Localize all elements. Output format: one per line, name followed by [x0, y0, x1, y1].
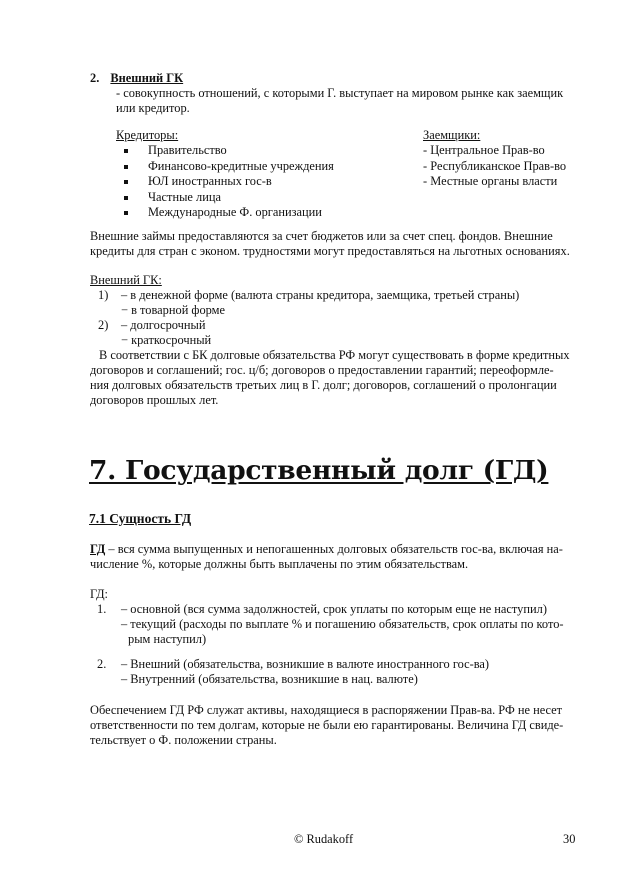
list-item: − краткосрочный	[121, 333, 212, 347]
subsection-title: 7.1 Сущность ГД	[89, 511, 192, 526]
list-item	[124, 205, 384, 221]
list-item: – долгосрочный	[121, 318, 206, 332]
loans-paragraph-line: кредиты для стран с эконом. трудностями могут предоставляться на льготных основаниях.	[90, 244, 570, 258]
list-marker: 1.	[97, 602, 107, 616]
square-bullet-icon	[124, 165, 128, 169]
square-bullet-icon	[124, 149, 128, 153]
security-paragraph-line: ответственности по тем долгам, которые не были ею гарантированы. Величина ГД свиде-	[90, 718, 564, 732]
external-gk-label: Внешний ГК:	[90, 273, 162, 287]
bk-paragraph-line: договоров прошлых лет.	[90, 393, 219, 407]
section-heading	[90, 71, 183, 87]
list-item-text: Международные Ф. организации	[148, 205, 322, 219]
list-item: – в денежной форме (валюта страны кредитора, заемщика, третьей страны)	[121, 288, 520, 302]
list-item: − в товарной форме	[121, 303, 225, 317]
list-item: – текущий (расходы по выплате % и погашению обязательств, срок оплаты по кото-	[121, 617, 564, 631]
list-item-text: Частные лица	[148, 189, 221, 204]
section-number: 2.	[90, 71, 100, 85]
list-item	[124, 190, 384, 206]
section-title: Внешний ГК	[110, 71, 184, 85]
bk-paragraph-line: В соответствии с БК долговые обязательства РФ могут существовать в форме кредитных	[99, 348, 570, 362]
section-definition-line-2: или кредитор.	[116, 101, 190, 115]
security-paragraph-line: тельствует о Ф. положении страны.	[90, 733, 277, 747]
page-number: 30	[563, 832, 576, 846]
definition-term: ГД	[90, 542, 106, 556]
types-label: ГД:	[90, 587, 108, 601]
definition-text: – вся сумма выпущенных и непогашенных долговых обязательств гос-ва, включая на-	[105, 542, 563, 556]
square-bullet-icon	[124, 196, 128, 200]
list-item	[124, 159, 384, 175]
list-item-continuation: рым наступил)	[128, 632, 207, 646]
square-bullet-icon	[124, 211, 128, 215]
borrowers-label: Заемщики:	[423, 128, 481, 142]
definition-paragraph	[90, 542, 563, 558]
list-marker: 1)	[98, 288, 109, 302]
list-marker: 2.	[97, 657, 107, 671]
list-item-text: Финансово-кредитные учреждения	[148, 158, 334, 173]
list-item: - Местные органы власти	[423, 174, 558, 188]
list-item	[124, 174, 384, 190]
definition-paragraph-line: числение %, которые должны быть выплачены по этим обязательствам.	[90, 557, 469, 571]
borrowers-list	[423, 143, 566, 190]
section-definition-line-1: - совокупность отношений, с которыми Г. выступает на мировом рынке как заемщик	[116, 86, 564, 100]
creditors-list	[124, 143, 384, 221]
list-item-text: Правительство	[148, 143, 227, 157]
footer-copyright: © Rudakoff	[294, 832, 354, 846]
bk-paragraph-line: договоров и соглашений; гос. ц/б; договоров о предоставлении гарантий; переоформле-	[90, 363, 554, 377]
creditors-label: Кредиторы:	[116, 128, 179, 142]
loans-paragraph-line: Внешние займы предоставляются за счет бюджетов или за счет спец. фондов. Внешние	[90, 229, 553, 243]
list-item: – Внутренний (обязательства, возникшие в нац. валюте)	[121, 672, 418, 686]
security-paragraph-line: Обеспечением ГД РФ служат активы, находящиеся в распоряжении Прав-ва. РФ не несет	[90, 703, 563, 717]
chapter-title: 7. Государственный долг (ГД)	[89, 455, 549, 486]
list-item: – основной (вся сумма задолжностей, срок уплаты по которым еще не наступил)	[121, 602, 547, 616]
list-item: – Внешний (обязательства, возникшие в валюте иностранного гос-ва)	[121, 657, 490, 671]
bk-paragraph-line: ния долговых обязательств третьих лиц в Г. долг; договоров, соглашений о пролонгации	[90, 378, 557, 392]
list-item-text: ЮЛ иностранных гос-в	[148, 174, 272, 188]
list-item: - Центральное Прав-во	[423, 143, 545, 157]
list-item: - Республиканское Прав-во	[423, 158, 567, 173]
list-marker: 2)	[98, 318, 109, 332]
list-item	[124, 143, 384, 159]
square-bullet-icon	[124, 180, 128, 184]
